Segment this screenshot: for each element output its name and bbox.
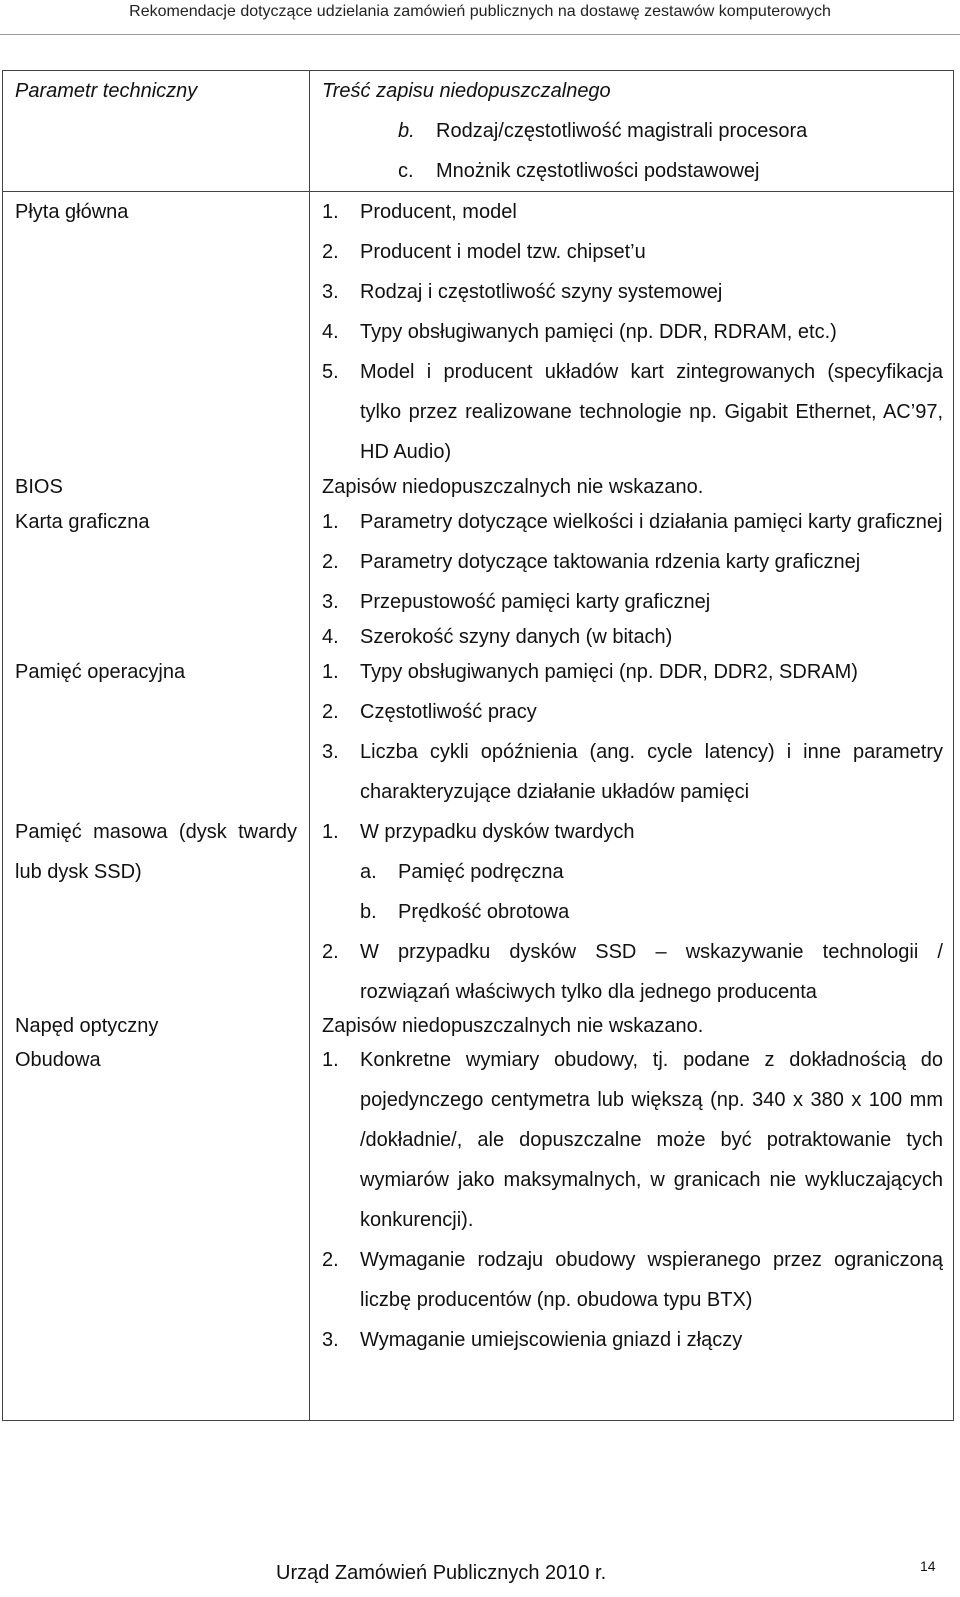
bios-text: Zapisów niedopuszczalnych nie wskazano.: [310, 472, 954, 502]
param-case: Obudowa: [3, 1040, 310, 1421]
list-item: 2. Częstotliwość pracy: [322, 701, 537, 723]
list-item: 3. Wymaganie umiejscowienia gniazd i złączy: [322, 1329, 743, 1351]
list-item: 3. Przepustowość pamięci karty graficznej: [322, 591, 711, 613]
row-bios: [3, 472, 954, 502]
param-ram: Pamięć operacyjna: [3, 652, 310, 812]
footer-organization: Urząd Zamówień Publicznych 2010 r.: [276, 1562, 607, 1584]
list-item: 2. W przypadku dysków SSD – wskazywanie technologii / rozwiązań właściwych tylko dla jednego producenta: [322, 941, 943, 1003]
param-storage: Pamięć masowa (dysk twardy lub dysk SSD): [3, 812, 310, 1012]
list-item: 2. Producent i model tzw. chipset’u: [322, 241, 646, 263]
param-optical: Napęd optyczny: [3, 1012, 310, 1040]
optical-text: Zapisów niedopuszczalnych nie wskazano.: [310, 1012, 954, 1040]
list-item: b. Prędkość obrotowa: [360, 901, 570, 923]
param-bios: BIOS: [3, 472, 310, 502]
list-item: a. Pamięć podręczna: [360, 861, 564, 883]
list-item: b. Rodzaj/częstotliwość magistrali procesora: [398, 120, 808, 142]
list-item: 1. Parametry dotyczące wielkości i działania pamięci karty graficznej: [322, 511, 943, 533]
header-title: Rekomendacje dotyczące udzielania zamówień publicznych na dostawę zestawów komputerowych: [129, 3, 831, 20]
header-param: Parametr techniczny: [3, 71, 310, 192]
row-mainboard: [3, 192, 954, 473]
list-item: 1. W przypadku dysków twardych: [322, 821, 635, 843]
list-item: 1. Typy obsługiwanych pamięci (np. DDR, DDR2, SDRAM): [322, 661, 858, 683]
list-item: 1. Konkretne wymiary obudowy, tj. podane z dokładnością do pojedynczego centymetra lub większą (np. 340 x 380 x 100 mm /dokładnie/, ale dopuszczalne może być potraktowanie tych wymiarów jako maksymalnych, w granicach nie wykluczających konkurencji).: [322, 1049, 943, 1231]
row-graphics: [3, 502, 954, 652]
row-case: [3, 1040, 954, 1421]
list-item: 1. Producent, model: [322, 201, 517, 223]
list-item: 4. Typy obsługiwanych pamięci (np. DDR, RDRAM, etc.): [322, 321, 837, 343]
list-item: 3. Rodzaj i częstotliwość szyny systemowej: [322, 281, 723, 303]
list-item: c. Mnożnik częstotliwości podstawowej: [398, 160, 760, 182]
list-item: 2. Parametry dotyczące taktowania rdzenia karty graficznej: [322, 551, 861, 573]
table-header-row: [3, 71, 954, 192]
header-text: Treść zapisu niedopuszczalnego: [322, 80, 611, 102]
list-item: 3. Liczba cykli opóźnienia (ang. cycle latency) i inne parametry charakteryzujące działanie układów pamięci: [322, 741, 943, 803]
page-number: 14: [920, 1558, 936, 1574]
page-footer: [0, 1552, 960, 1592]
param-mainboard: Płyta główna: [3, 192, 310, 473]
list-item: 2. Wymaganie rodzaju obudowy wspieranego przez ograniczoną liczbę producentów (np. obudowa typu BTX): [322, 1249, 943, 1311]
list-item: 4. Szerokość szyny danych (w bitach): [322, 626, 673, 648]
list-item: 5. Model i producent układów kart zintegrowanych (specyfikacja tylko przez realizowane technologie np. Gigabit Ethernet, AC’97, HD Audio): [322, 361, 943, 463]
row-optical: [3, 1012, 954, 1040]
row-storage: [3, 812, 954, 1012]
row-ram: [3, 652, 954, 812]
param-graphics: Karta graficzna: [3, 502, 310, 652]
spec-table: [2, 70, 954, 1421]
running-header: [0, 0, 960, 35]
